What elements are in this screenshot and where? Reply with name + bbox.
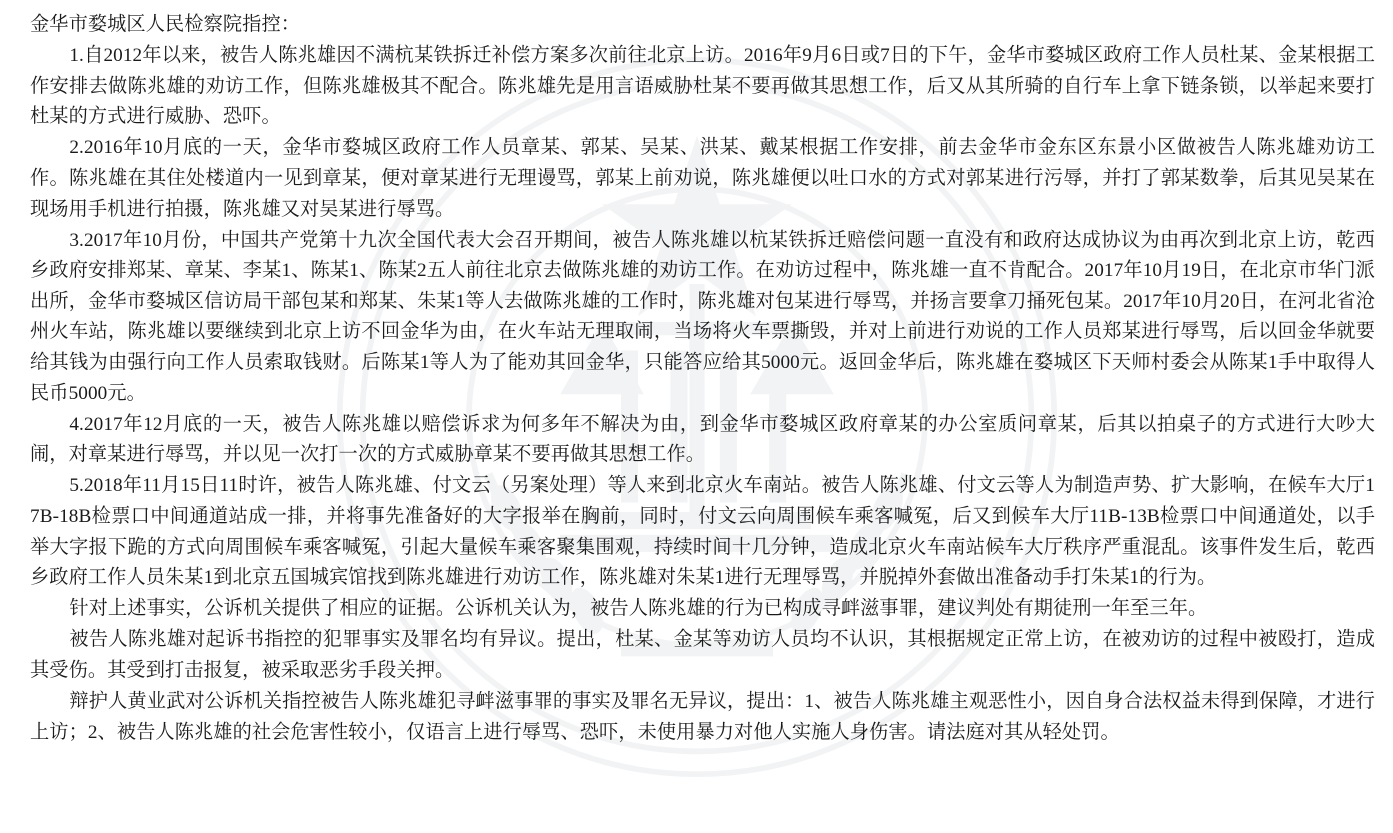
paragraph-item-5: 5.2018年11月15日11时许，被告人陈兆雄、付文云（另案处理）等人来到北京火车南站。被告人陈兆雄、付文云等人为制造声势、扩大影响，在候车大厅17B-18B检票口中间通道站成一排，并将事先准备好的大字报举在胸前，同时，付文云向周围候车乘客喊冤，后又到候车大厅11B-13B检票口中间通道处，以手举大字报下跪的方式向周围候车乘客喊冤，引起大量候车乘客聚集围观，持续时间十几分钟，造成北京火车南站候车大厅秩序严重混乱。该事件发生后，乾西乡政府工作人员朱某1到北京五国城宾馆找到陈兆雄进行劝访工作，陈兆雄对朱某1进行无理辱骂，并脱掉外套做出准备动手打朱某1的行为。 xyxy=(30,475,1375,589)
document-heading: 金华市婺城区人民检察院指控： xyxy=(30,14,301,35)
paragraph-defendant-objection: 被告人陈兆雄对起诉书指控的犯罪事实及罪名均有异议。提出，杜某、金某等劝访人员均不认识，其根据规定正常上访，在被劝访的过程中被殴打，造成其受伤。其受到打击报复，被采取恶劣手段关押。 xyxy=(30,629,1375,681)
paragraph-defender-opinion: 辩护人黄业武对公诉机关指控被告人陈兆雄犯寻衅滋事罪的事实及罪名无异议，提出：1、被告人陈兆雄主观恶性小，因自身合法权益未得到保障，才进行上访；2、被告人陈兆雄的社会危害性较小，仅语言上进行辱骂、恐吓，未使用暴力对他人实施人身伤害。请法庭对其从轻处罚。 xyxy=(30,691,1375,743)
paragraph-evidence: 针对上述事实，公诉机关提供了相应的证据。公诉机关认为，被告人陈兆雄的行为已构成寻衅滋事罪，建议判处有期徒刑一年至三年。 xyxy=(69,598,1208,620)
paragraph-item-3: 3.2017年10月份，中国共产党第十九次全国代表大会召开期间，被告人陈兆雄以杭某铁拆迁赔偿问题一直没有和政府达成协议为由再次到北京上访，乾西乡政府安排郑某、章某、李某1、陈某1、陈某2五人前往北京去做陈兆雄的劝访工作。在劝访过程中，陈兆雄一直不肯配合。2017年10月19日，在北京市华门派出所，金华市婺城区信访局干部包某和郑某、朱某1等人去做陈兆雄的工作时，陈兆雄对包某进行辱骂，并扬言要拿刀捅死包某。2017年10月20日，在河北省沧州火车站，陈兆雄以要继续到北京上访不回金华为由，在火车站无理取闹，当场将火车票撕毁，并对上前进行劝说的工作人员郑某进行辱骂，后以回金华就要给其钱为由强行向工作人员索取钱财。后陈某1等人为了能劝其回金华，只能答应给其5000元。返回金华后，陈兆雄在婺城区下天师村委会从陈某1手中取得人民币5000元。 xyxy=(30,229,1375,404)
paragraph-item-1: 1.自2012年以来，被告人陈兆雄因不满杭某铁拆迁补偿方案多次前往北京上访。2016年9月6日或7日的下午，金华市婺城区政府工作人员杜某、金某根据工作安排去做陈兆雄的劝访工作，但陈兆雄极其不配合。陈兆雄先是用言语威胁杜某不要再做其思想工作，后又从其所骑的自行车上拿下链条锁，以举起来要打杜某的方式进行威胁、恐吓。 xyxy=(30,45,1375,128)
paragraph-item-2: 2.2016年10月底的一天，金华市婺城区政府工作人员章某、郭某、吴某、洪某、戴某根据工作安排，前去金华市金东区东景小区做被告人陈兆雄劝访工作。陈兆雄在其住处楼道内一见到章某，便对章某进行无理谩骂，郭某上前劝说，陈兆雄便以吐口水的方式对郭某进行污辱，并打了郭某数拳，后其见吴某在现场用手机进行拍摄，陈兆雄又对吴某进行辱骂。 xyxy=(30,137,1375,220)
paragraph-item-4: 4.2017年12月底的一天，被告人陈兆雄以赔偿诉求为何多年不解决为由，到金华市婺城区政府章某的办公室质问章某，后其以拍桌子的方式进行大吵大闹，对章某进行辱骂，并以见一次打一次的方式威胁章某不要再做其思想工作。 xyxy=(30,413,1375,466)
